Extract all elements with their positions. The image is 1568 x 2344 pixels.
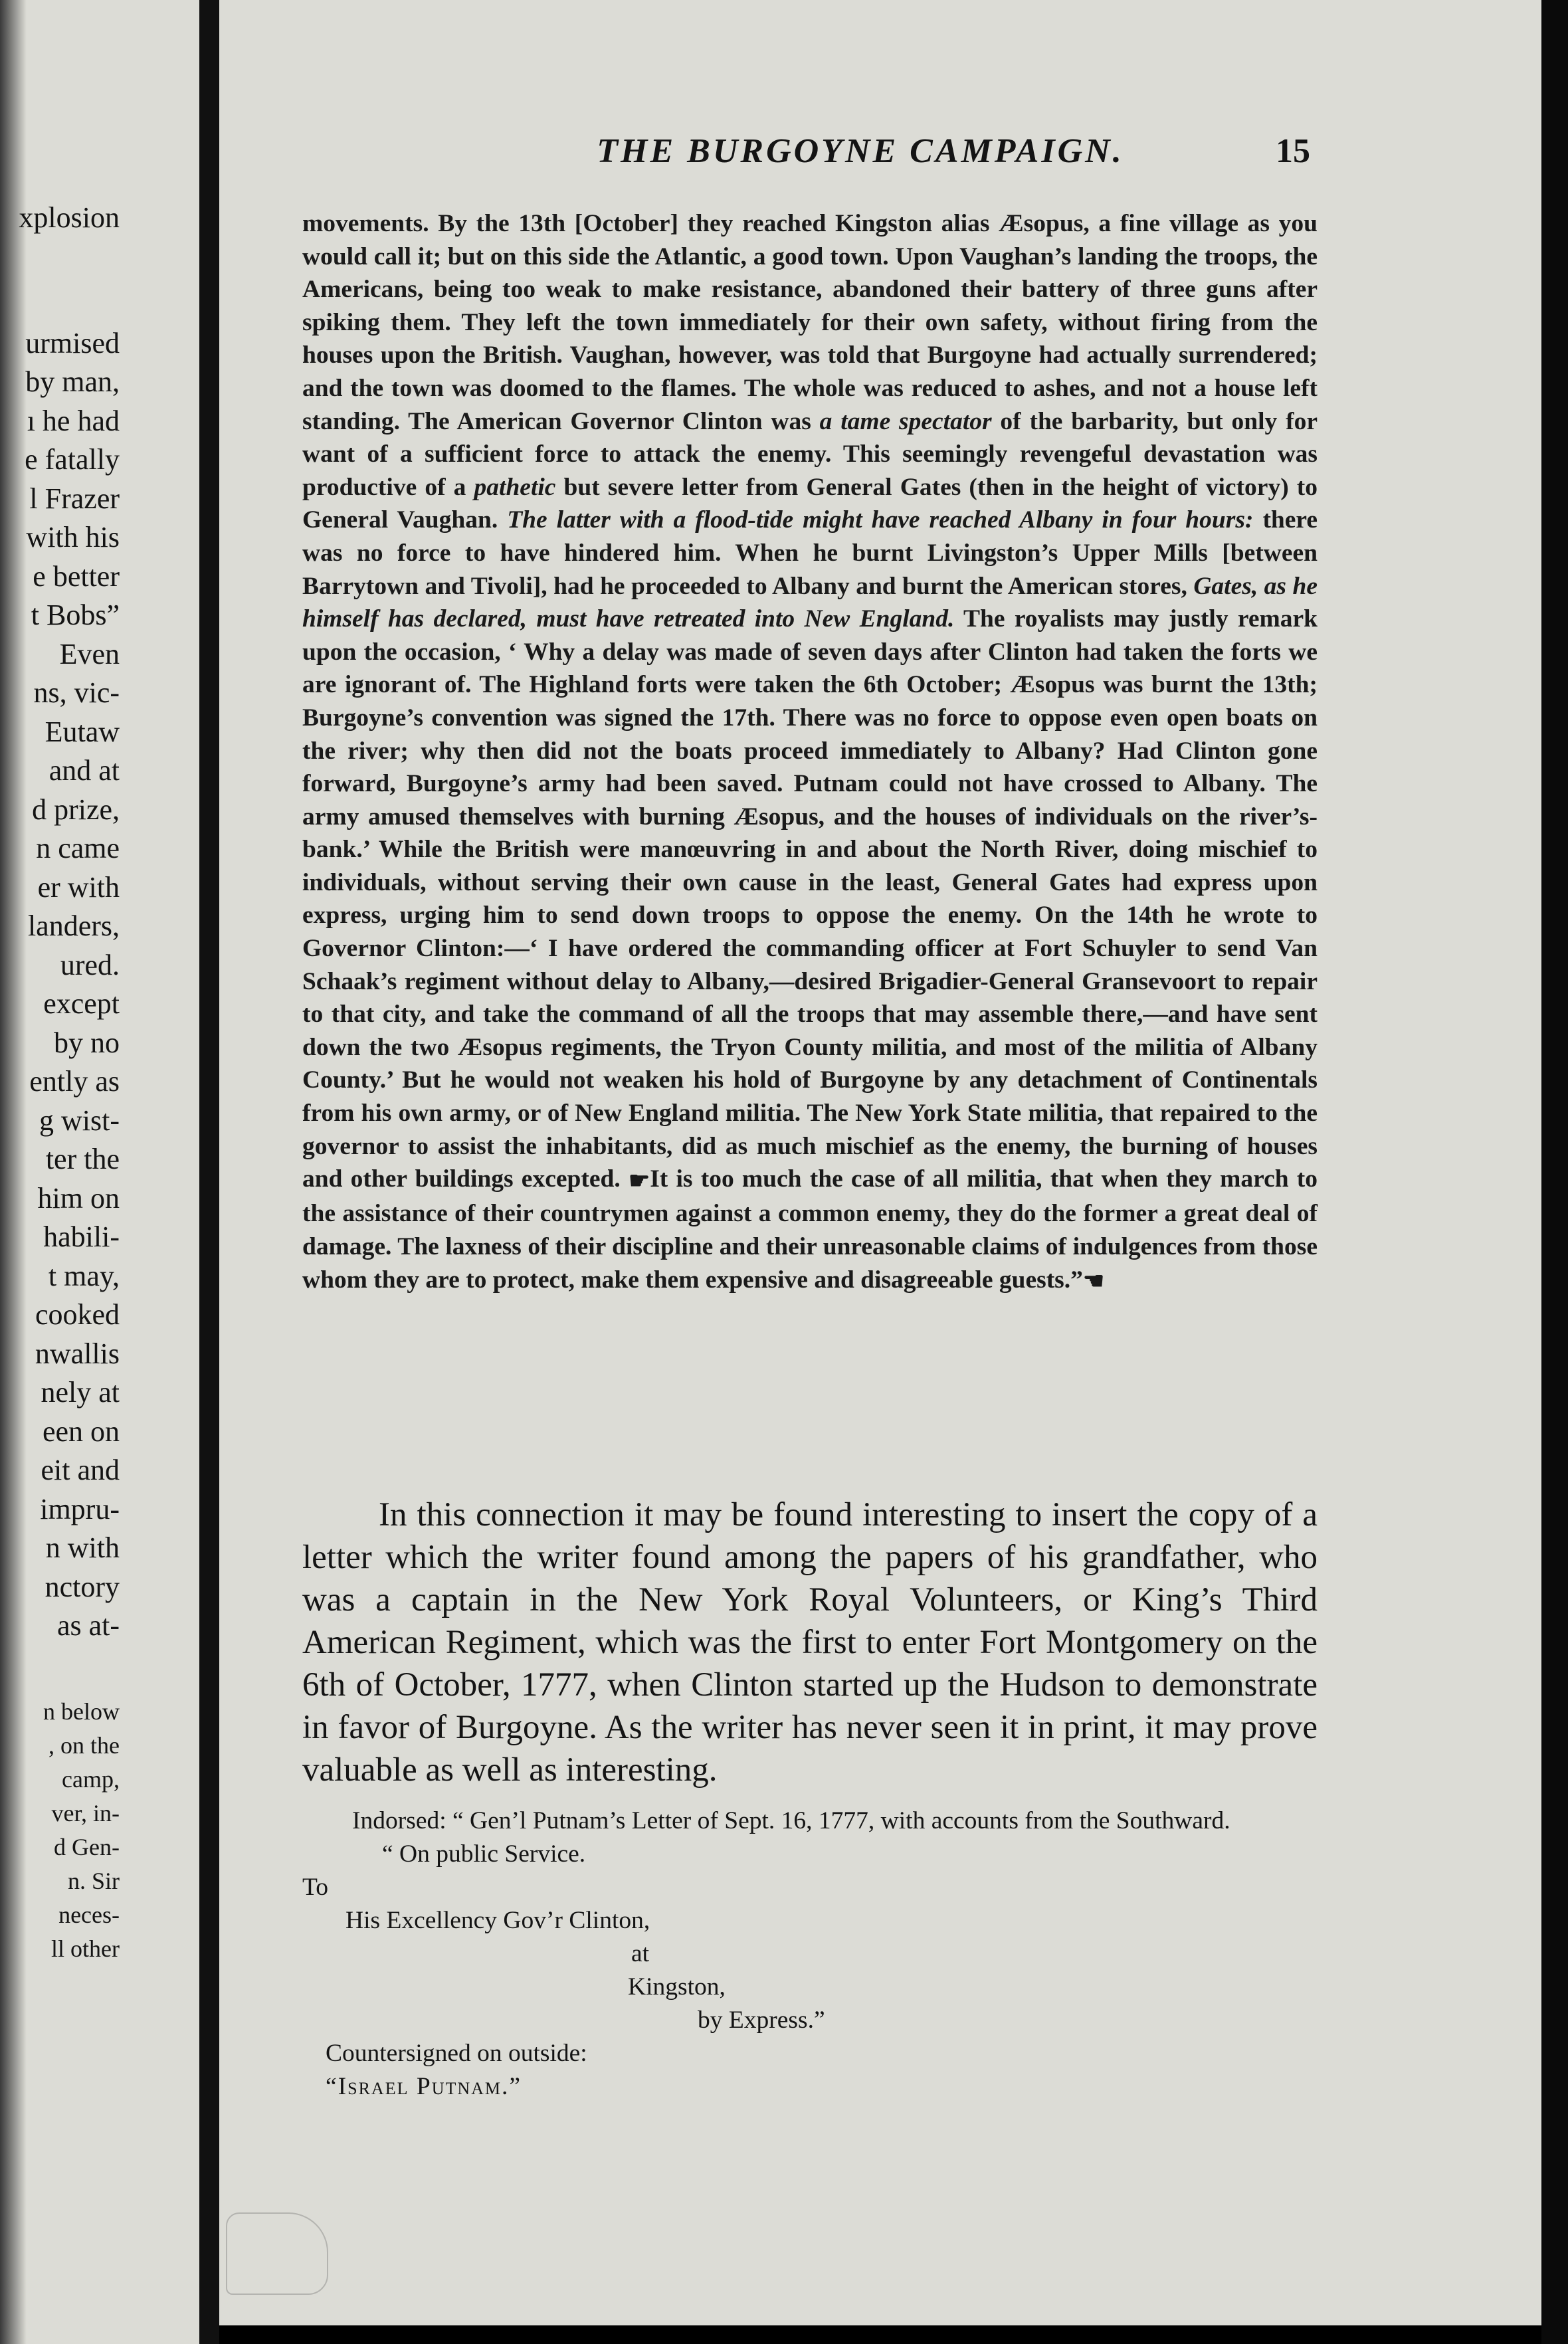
to-line: To xyxy=(302,1874,329,1901)
facing-page-line: Even xyxy=(59,637,120,670)
facing-page-footnote-line: neces- xyxy=(58,1901,120,1928)
facing-page-line: l Frazer xyxy=(29,482,120,515)
quote-emphasis-1: a tame spectator xyxy=(819,407,992,435)
facing-page-line: e better xyxy=(33,559,120,593)
body-paragraph: In this connection it may be found interesting to insert the copy of a letter which the writer found among the papers of his grandfather, who was a captain in the New York Royal Volunteers, or King’s Third American Regiment, which was the first to enter Fort Montgomery on the 6th of October, 1777, when Clinton started up the Hudson to demonstrate in favor of Burgoyne. As the writer has never seen it in print, it may prove valuable as well as interesting. xyxy=(302,1496,1318,1789)
signature-line: “Israel Putnam.” xyxy=(326,2073,522,2100)
facing-page-line: by man, xyxy=(25,365,120,398)
facing-page-footnote-line: n below xyxy=(43,1698,120,1725)
page-edge xyxy=(1541,0,1568,2344)
facing-page-line: cooked xyxy=(35,1298,120,1331)
book-gutter xyxy=(199,0,219,2344)
facing-page-footnote-line: , on the xyxy=(49,1731,120,1759)
indorsed-line: Indorsed: “ Gen’l Putnam’s Letter of Sept. 16, 1777, with accounts from the Southward. xyxy=(352,1807,1230,1834)
facing-page-line: er with xyxy=(37,870,120,904)
facing-page-line: t Bobs” xyxy=(31,599,120,631)
facing-page-line: with his xyxy=(26,521,120,553)
public-service-line: “ On public Service. xyxy=(382,1840,586,1868)
facing-page-fragment xyxy=(0,0,199,2344)
facing-page-footnote-line: n. Sir xyxy=(67,1867,120,1894)
quote-emphasis-4: Gates, as he himself has declared, must have retreated into New England. xyxy=(302,572,1318,633)
kingston-line: Kingston, xyxy=(628,1973,726,2001)
facing-page-line: eit and xyxy=(41,1454,120,1486)
facing-page-line: xplosion xyxy=(19,201,120,234)
facing-page-line: ns, vic- xyxy=(33,676,120,709)
facing-page-footnote-line: ll other xyxy=(51,1935,120,1962)
facing-page-line: ently as xyxy=(29,1065,120,1098)
quote-text-2: of the barbarity, but only for want of a sufficient force to attack the enemy. This seemingly revengeful devastation was productive of a xyxy=(302,407,1318,501)
facing-page-line: as at- xyxy=(56,1609,120,1642)
facing-page-line: urmised xyxy=(25,326,120,359)
facing-page-line: impru- xyxy=(40,1492,120,1525)
facing-page-line: een on xyxy=(42,1415,120,1448)
express-line: by Express.” xyxy=(698,2006,825,2034)
quote-emphasis-3: The latter with a flood-tide might have reached Albany in four hours: xyxy=(507,506,1254,534)
addressee-line: His Excellency Gov’r Clinton, xyxy=(345,1907,650,1934)
facing-page-line: ı he had xyxy=(27,404,120,437)
quote-emphasis-2: pathetic xyxy=(474,473,556,501)
facing-page-line: ured. xyxy=(60,948,120,981)
pointing-hand-icon: ☛ xyxy=(628,1167,650,1194)
facing-page-line: nctory xyxy=(45,1570,120,1603)
page-number: 15 xyxy=(1276,132,1310,170)
quote-text-6: It is too much the case of all militia, that when they march to the assistance of their countrymen against a common enemy, they do the former a great deal of damage. The laxness of their discipline and their unreasonable claims of indulgences from those whom they are to protect, make them expensive and disagreeable guests.” xyxy=(302,1165,1318,1294)
countersigned-line: Countersigned on outside: xyxy=(326,2040,587,2067)
facing-page-line: g wist- xyxy=(39,1104,120,1137)
at-line: at xyxy=(631,1940,650,1967)
block-quote xyxy=(302,207,1318,1298)
running-head: THE BURGOYNE CAMPAIGN. xyxy=(597,132,1124,170)
facing-page-footnote-line: d Gen- xyxy=(54,1833,120,1860)
facing-page-footnote-line: camp, xyxy=(62,1765,120,1793)
quote-text-4: there was no force to have hindered him. When he burnt Livingston’s Upper Mills [between Barrytown and Tivoli], had he proceeded to Albany and burnt the American stores, xyxy=(302,506,1318,600)
facing-page-line: nwallis xyxy=(35,1337,120,1370)
facing-page-line: ter the xyxy=(45,1143,120,1175)
facing-page-line: except xyxy=(43,987,120,1020)
quote-text-5: The royalists may justly remark upon the occasion, ‘ Why a delay was made of seven days after Clinton had taken the forts we are ignorant of. The Highland forts were taken the 6th October; Æsopus was burnt the 13th; Burgoyne’s convention was signed the 17th. There was no force to oppose even open boats on the river; why then did not the boats proceed immediately to Albany? Had Clinton gone forward, Burgoyne’s army had been saved. Putnam could not have crossed to Albany. The army amused themselves with burning Æsopus, and the houses of individuals on the river’s-bank.’ While the British were manœuvring in and about the North River, doing mischief to individuals, without serving their own cause in the least, General Gates had express upon express, urging him to send down troops to oppose the enemy. On the 14th he wrote to Governor Clinton:—‘ I have ordered the commanding officer at Fort Schuyler to send Van Schaak’s regiment without delay to Albany,—desired Brigadier-General Gransevoort to repair to that city, and take the command of all the troops that may assemble there,—and have sent down the two Æsopus regiments, the Tryon County militia, and most of the militia of Albany County.’ But he would not weaken his hold of Burgoyne by any detachment of Continentals from his own army, or of New England militia. The New York State militia, that repaired to the governor to assist the inhabitants, did as much mischief as the enemy, the burning of houses and other buildings excepted. xyxy=(302,605,1318,1193)
facing-page-line: Eutaw xyxy=(45,715,120,748)
facing-page-line: him on xyxy=(37,1181,120,1215)
quote-text-1: movements. By the 13th [October] they reached Kingston alias Æsopus, a fine village as you would call it; but on this side the Atlantic, a good town. Upon Vaughan’s landing the troops, the Americans, being too weak to make resistance, abandoned their battery of three guns after spiking them. They left the town immediately for their own safety, without firing from the houses upon the British. Vaughan, however, was told that Burgoyne had actually surrendered; and the town was doomed to the flames. The whole was reduced to ashes, and not a house left standing. The American Governor Clinton was xyxy=(302,210,1318,435)
letter-endorsement xyxy=(302,1805,1318,2103)
facing-page-line: e fatally xyxy=(25,443,120,476)
facing-page-line: by no xyxy=(54,1026,120,1059)
facing-page-line: landers, xyxy=(27,910,120,942)
quote-text-3: but severe letter from General Gates (then in the height of victory) to General Vaughan. xyxy=(302,473,1318,534)
facing-page-line: d prize, xyxy=(32,793,120,826)
facing-page-line: t may, xyxy=(48,1259,120,1292)
facing-page-line: nely at xyxy=(41,1376,120,1409)
facing-page-line: habili- xyxy=(43,1221,120,1253)
facing-page-line: and at xyxy=(49,754,120,787)
facing-page-footnote-line: ver, in- xyxy=(51,1799,120,1826)
facing-page-line: n came xyxy=(36,832,120,864)
facing-page-line: n with xyxy=(45,1531,120,1564)
pointing-hand-left-icon: ☚ xyxy=(1082,1268,1105,1295)
page-stain xyxy=(226,2212,328,2295)
